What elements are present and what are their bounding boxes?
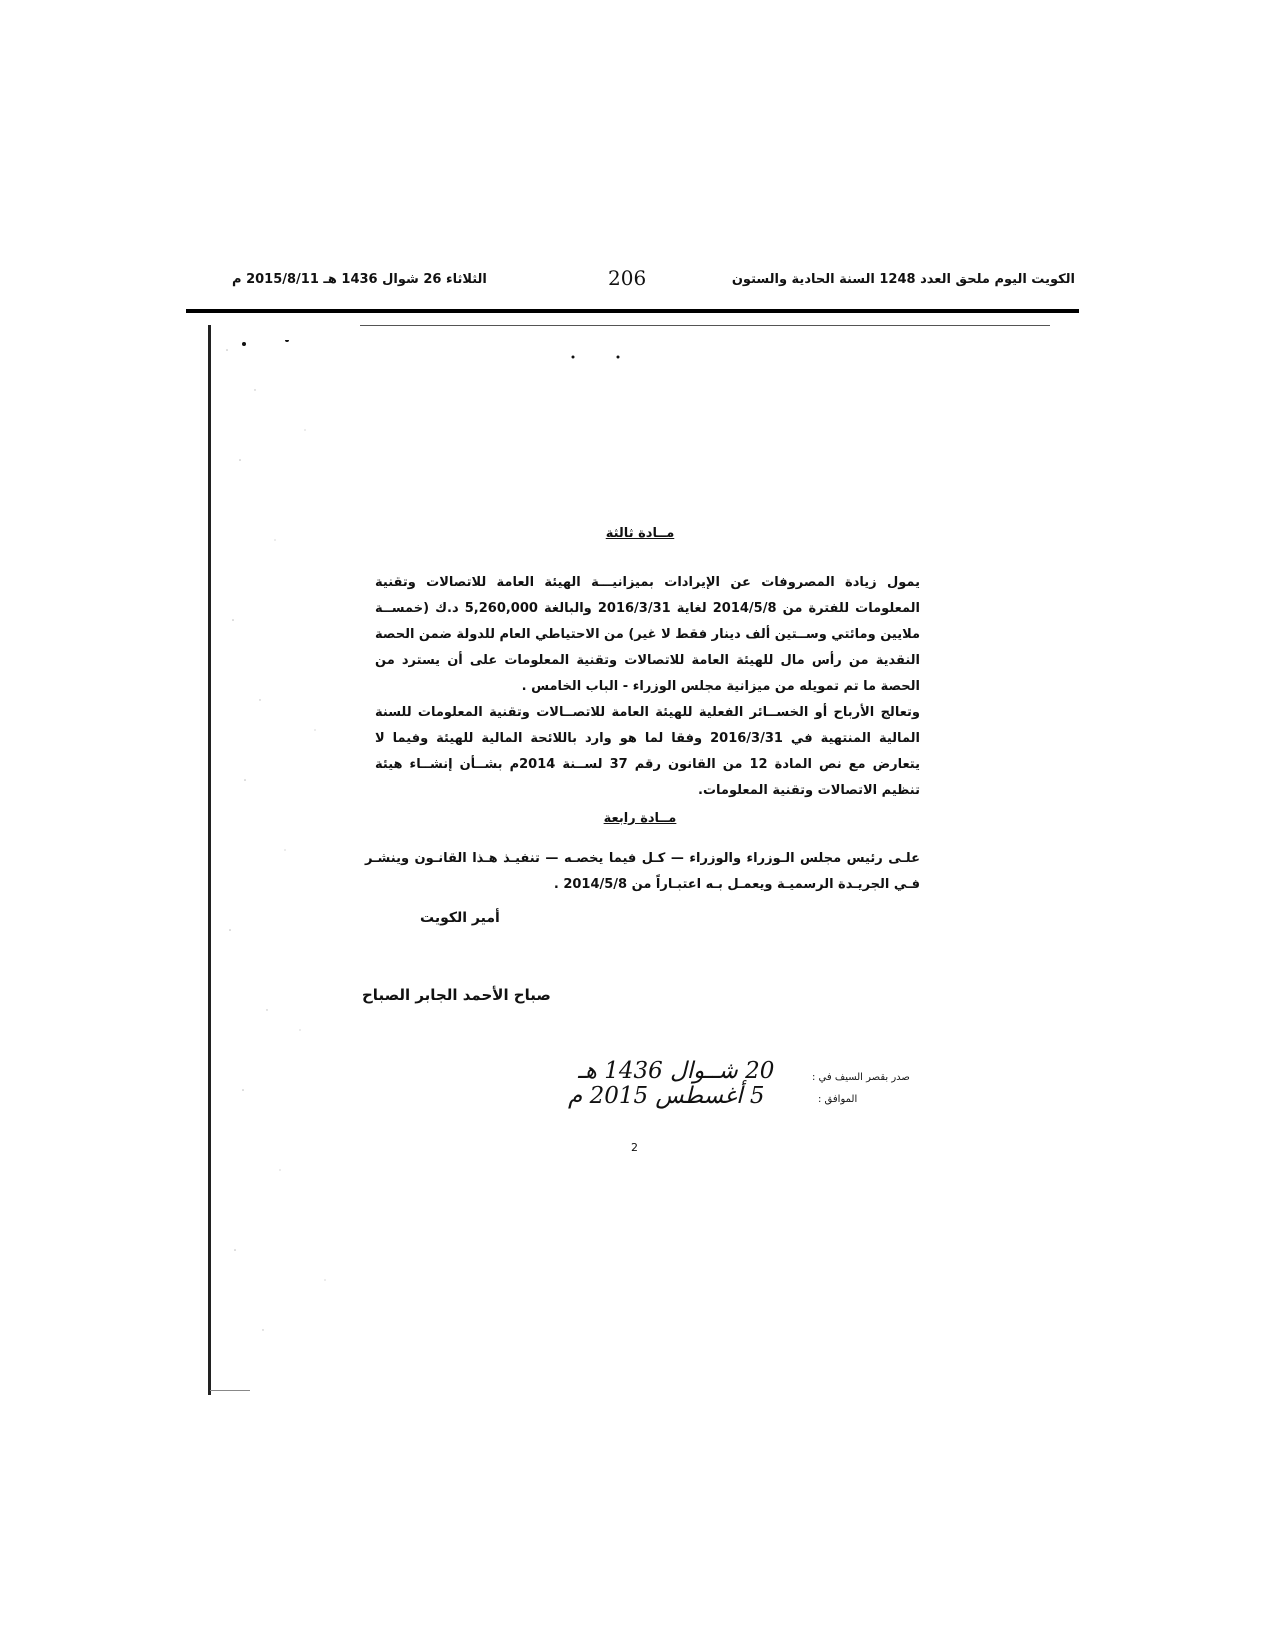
header-page-number: 206 <box>608 266 647 290</box>
article-4-heading: مــادة رابعة <box>603 811 677 826</box>
article-3-heading: مــادة ثالثة <box>605 526 675 541</box>
scan-margin-line <box>208 325 211 1395</box>
article-4-paragraph-1: علـى رئيس مجلس الـوزراء والوزراء — كـل فيما يخصـه — تنفيـذ هـذا القانـون وينشـر فـي الجريـدة الرسميـة ويعمـل بـه اعتبـاراً من 2014/5/8 . <box>365 851 920 892</box>
article-3-paragraph-2: وتعالج الأرباح أو الخســائر الفعلية للهيئة العامة للاتصــالات وتقنية المعلومات للسنة المالية المنتهية في 2016/3/31 وفقا لما هو وارد باللائحة المالية للهيئة وفيما لا يتعارض مع نص المادة 12 من القانون رقم 37 لســنة 2014م بشــأن إنشــاء هيئة تنظيم الاتصالات وتقنية المعلومات. <box>375 705 920 798</box>
signature-title: أمير الكويت <box>420 910 500 926</box>
footer-rule <box>210 1390 250 1391</box>
ink-specks <box>240 340 660 380</box>
footer-page-number: 2 <box>631 1141 638 1154</box>
header-thin-rule <box>360 325 1050 326</box>
issued-at-label: صدر بقصر السيف في : <box>812 1072 910 1083</box>
article-3-body <box>375 570 920 804</box>
header-rule <box>186 309 1079 313</box>
scan-noise <box>215 330 355 1380</box>
article-4-body <box>365 846 920 898</box>
corresponding-date-label: الموافق : <box>818 1094 858 1105</box>
handwritten-hijri-date: 20 شــوال 1436 هـ <box>578 1058 775 1084</box>
header-date: الثلاثاء 26 شوال 1436 هـ 2015/8/11 م <box>232 272 487 287</box>
handwritten-gregorian-date: 5 أغسطس 2015 م <box>568 1083 765 1109</box>
header-issue-info: الكويت اليوم ملحق العدد 1248 السنة الحادية والستون <box>731 272 1075 287</box>
signature-name: صباح الأحمد الجابر الصباح <box>362 986 551 1004</box>
article-3-paragraph-1: يمول زيادة المصروفات عن الإيرادات بميزانيـــة الهيئة العامة للاتصالات وتقنية المعلومات للفترة من 2014/5/8 لغاية 2016/3/31 والبالغة 5,260,000 د.ك (خمســة ملايين ومائتي وســتين ألف دينار فقط لا غير) من الاحتياطي العام للدولة ضمن الحصة النقدية من رأس مال للهيئة العامة للاتصالات وتقنية المعلومات على أن يسترد من الحصة ما تم تمويله من ميزانية مجلس الوزراء - الباب الخامس . <box>375 575 921 694</box>
